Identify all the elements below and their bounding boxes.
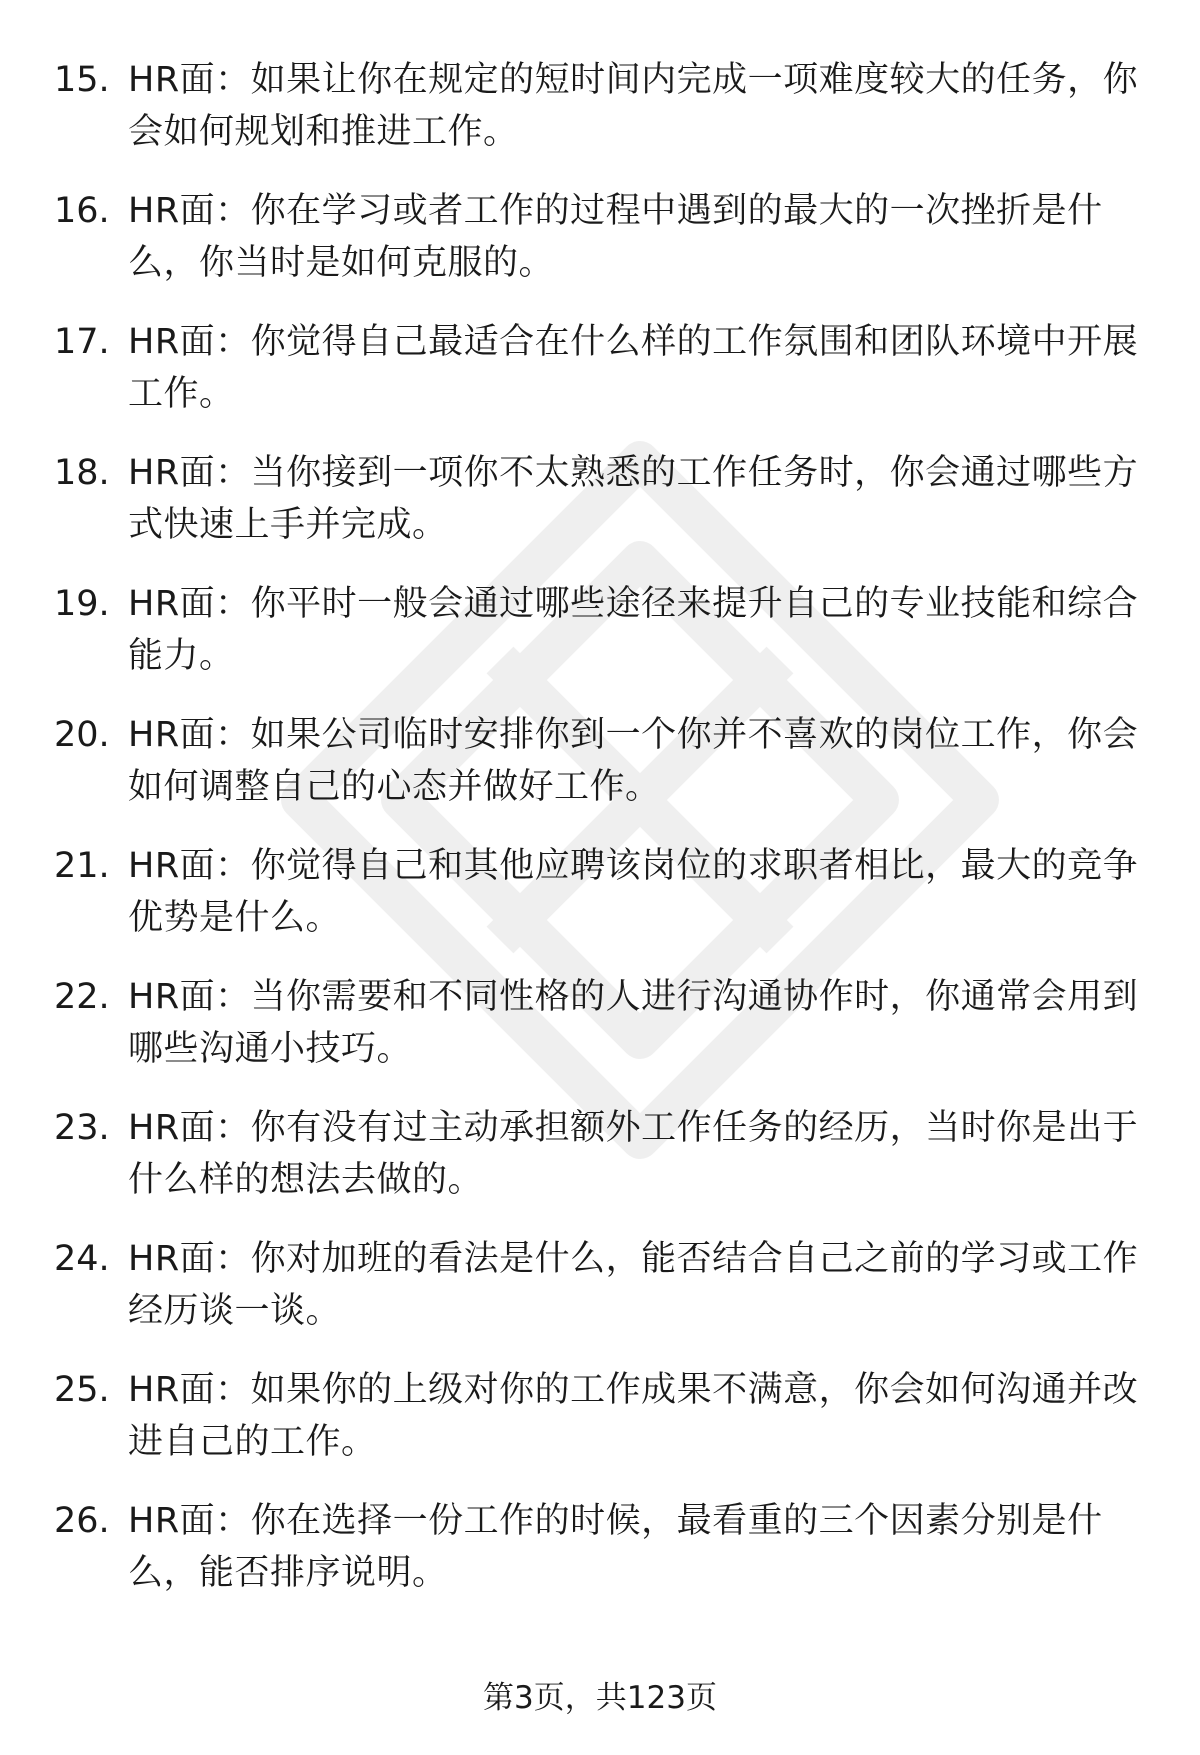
question-text: HR面：如果让你在规定的短时间内完成一项难度较大的任务，你会如何规划和推进工作。 (128, 60, 1139, 152)
question-list (0, 54, 1200, 1626)
question-text: HR面：你觉得自己最适合在什么样的工作氛围和团队环境中开展工作。 (128, 322, 1139, 414)
question-text: HR面：你平时一般会通过哪些途径来提升自己的专业技能和综合能力。 (128, 584, 1139, 676)
question-number: 15. (54, 60, 110, 100)
list-item (0, 54, 1200, 185)
question-number: 21. (54, 846, 110, 886)
question-number: 18. (54, 453, 110, 493)
question-number: 20. (54, 715, 110, 755)
question-number: 16. (54, 191, 110, 231)
question-text: HR面：如果公司临时安排你到一个你并不喜欢的岗位工作，你会如何调整自己的心态并做好工作。 (128, 715, 1139, 807)
question-text: HR面：你有没有过主动承担额外工作任务的经历，当时你是出于什么样的想法去做的。 (128, 1108, 1139, 1200)
list-item (0, 840, 1200, 971)
question-text: HR面：你在学习或者工作的过程中遇到的最大的一次挫折是什么，你当时是如何克服的。 (128, 191, 1103, 283)
list-item (0, 316, 1200, 447)
page-footer (0, 1676, 1200, 1720)
list-item (0, 447, 1200, 578)
page-number-label: 第3页，共123页 (483, 1680, 717, 1716)
question-number: 26. (54, 1501, 110, 1541)
list-item (0, 1364, 1200, 1495)
list-item (0, 1102, 1200, 1233)
question-number: 19. (54, 584, 110, 624)
question-text: HR面：你觉得自己和其他应聘该岗位的求职者相比，最大的竞争优势是什么。 (128, 846, 1139, 938)
question-text: HR面：你在选择一份工作的时候，最看重的三个因素分别是什么，能否排序说明。 (128, 1501, 1103, 1593)
list-item (0, 709, 1200, 840)
question-text: HR面：如果你的上级对你的工作成果不满意，你会如何沟通并改进自己的工作。 (128, 1370, 1139, 1462)
question-number: 25. (54, 1370, 110, 1410)
list-item (0, 971, 1200, 1102)
question-text: HR面：当你接到一项你不太熟悉的工作任务时，你会通过哪些方式快速上手并完成。 (128, 453, 1139, 545)
question-text: HR面：当你需要和不同性格的人进行沟通协作时，你通常会用到哪些沟通小技巧。 (128, 977, 1139, 1069)
list-item (0, 1495, 1200, 1626)
question-number: 22. (54, 977, 110, 1017)
list-item (0, 1233, 1200, 1364)
list-item (0, 185, 1200, 316)
question-number: 17. (54, 322, 110, 362)
list-item (0, 578, 1200, 709)
question-number: 24. (54, 1239, 110, 1279)
question-text: HR面：你对加班的看法是什么，能否结合自己之前的学习或工作经历谈一谈。 (128, 1239, 1139, 1331)
question-number: 23. (54, 1108, 110, 1148)
